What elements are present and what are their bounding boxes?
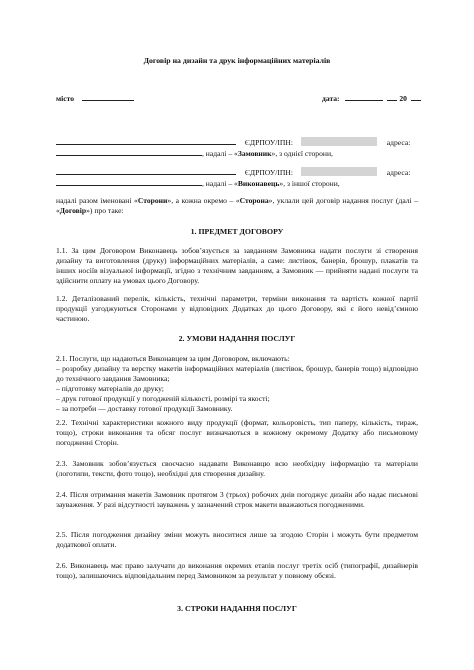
date-label: дата: xyxy=(322,94,340,103)
customer-role-pre: , надалі – « xyxy=(202,149,238,158)
contractor-role-post: », з іншої сторони, xyxy=(279,179,340,188)
paragraph-2-5: 2.5. Після погодження дизайну зміни можуть вноситися лише за згодою Сторін і можуть бути предметом додаткової оплати. xyxy=(56,530,418,549)
contractor-edrpou-field[interactable] xyxy=(301,167,377,176)
document-title: Договір на дизайн та друк інформаційних матеріалів xyxy=(143,56,331,65)
list-item: – розробку дизайну та верстку макетів інформаційних матеріалів (листівок, брошур, банерів тощо) відповідно до технічного завдання Замовника; xyxy=(56,364,418,383)
section-1-heading: 1. ПРЕДМЕТ ДОГОВОРУ xyxy=(190,227,284,236)
customer-name-blank[interactable] xyxy=(56,136,236,145)
paragraph-2-4: 2.4. Після отримання макетів Замовник протягом 3 (трьох) робочих днів погоджує дизайн або надає письмові зауваження. У разі відсутності зауважень у зазначений строк макети вважаються погодженими. xyxy=(56,490,418,509)
customer-line-2 xyxy=(56,147,418,159)
customer-edrpou-field[interactable] xyxy=(301,137,377,146)
contractor-address-label: адреса: xyxy=(386,168,411,177)
date-row xyxy=(322,92,421,104)
intro-text-2: », а кожна окремо – « xyxy=(167,196,240,205)
list-item: – підготовку матеріалів до друку; xyxy=(56,384,164,393)
paragraph-2-1 xyxy=(56,354,418,414)
section-3-heading: 3. СТРОКИ НАДАННЯ ПОСЛУГ xyxy=(177,604,297,613)
year-blank[interactable] xyxy=(411,92,421,101)
paragraph-1-1: 1.1. За цим Договором Виконавець зобов’язується за завданням Замовника надати послуги зі створення дизайну та виготовлення (друку) інформаційних матеріалів, а саме: листівок, банерів, брошур, плакатів та інших носіїв візуальної інформації, згідно з технічним завданням, а Замовник — прийняти надані послуги та здійснити оплату на умовах цього Договору. xyxy=(56,246,418,285)
contractor-address-blank[interactable] xyxy=(56,177,202,186)
contractor-name-blank[interactable] xyxy=(56,166,236,175)
customer-address-blank[interactable] xyxy=(56,147,202,156)
paragraph-2-1-intro: 2.1. Послуги, що надаються Виконавцем за цим Договором, включають: xyxy=(56,354,290,363)
city-label: місто xyxy=(56,94,75,103)
city-blank[interactable] xyxy=(82,92,134,101)
intro-sides: Сторони xyxy=(137,196,168,205)
intro-text-4: ») про таке: xyxy=(86,206,124,215)
contractor-line-2 xyxy=(56,177,418,189)
intro-text-3: », уклали цей договір надання послуг (далі – « xyxy=(56,196,418,215)
customer-role-post: », з однієї сторони, xyxy=(271,149,333,158)
paragraph-1-2: 1.2. Деталізований перелік, кількість, технічні параметри, терміни виконання та вартість кожної партії продукції узгоджуються Сторонами у відповідних Додатках до цього Договору, які є його невід’ємною частиною. xyxy=(56,294,418,323)
intro-dogovir: Договір xyxy=(59,206,87,215)
contractor-edrpou-label: ЄДРПОУ/ІПН: xyxy=(244,168,293,177)
paragraph-2-2: 2.2. Технічні характеристики кожного виду продукції (формат, кольоровість, тип паперу, кількість, тираж, тощо), строки виконання та обсяг послуг визначаються в кожному окремому Додатку або письмовому погодженні Сторін. xyxy=(56,418,418,447)
paragraph-2-3: 2.3. Замовник зобов’язується своєчасно надавати Виконавцю всю необхідну інформацію та матеріали (логотипи, тексти, фото тощо), необхідні для створення дизайну. xyxy=(56,459,418,478)
intro-text-1: надалі разом іменовані « xyxy=(56,196,138,205)
intro-side: Сторона xyxy=(239,196,269,205)
list-item: – друк готової продукції у погодженій кількості, розмірі та якості; xyxy=(56,394,270,403)
customer-edrpou-label: ЄДРПОУ/ІПН: xyxy=(244,138,293,147)
month-blank[interactable] xyxy=(387,92,397,101)
contractor-role: Виконавець xyxy=(237,179,280,188)
section-2-heading: 2. УМОВИ НАДАННЯ ПОСЛУГ xyxy=(178,334,296,343)
contractor-role-pre: , надалі – « xyxy=(202,179,238,188)
customer-role: Замовник xyxy=(237,149,272,158)
customer-address-label: адреса: xyxy=(386,138,411,147)
intro-paragraph xyxy=(56,196,418,216)
list-item: – за потреби — доставку готової продукції Замовнику. xyxy=(56,404,233,413)
city-row xyxy=(56,92,134,104)
year-prefix: 20 xyxy=(399,94,407,103)
paragraph-2-6: 2.6. Виконавець має право залучати до виконання окремих етапів послуг третіх осіб (типографії, дизайнерів тощо), залишаючись відповідальним перед Замовником за результат у повному обсязі. xyxy=(56,561,418,580)
date-blank[interactable] xyxy=(345,92,383,101)
